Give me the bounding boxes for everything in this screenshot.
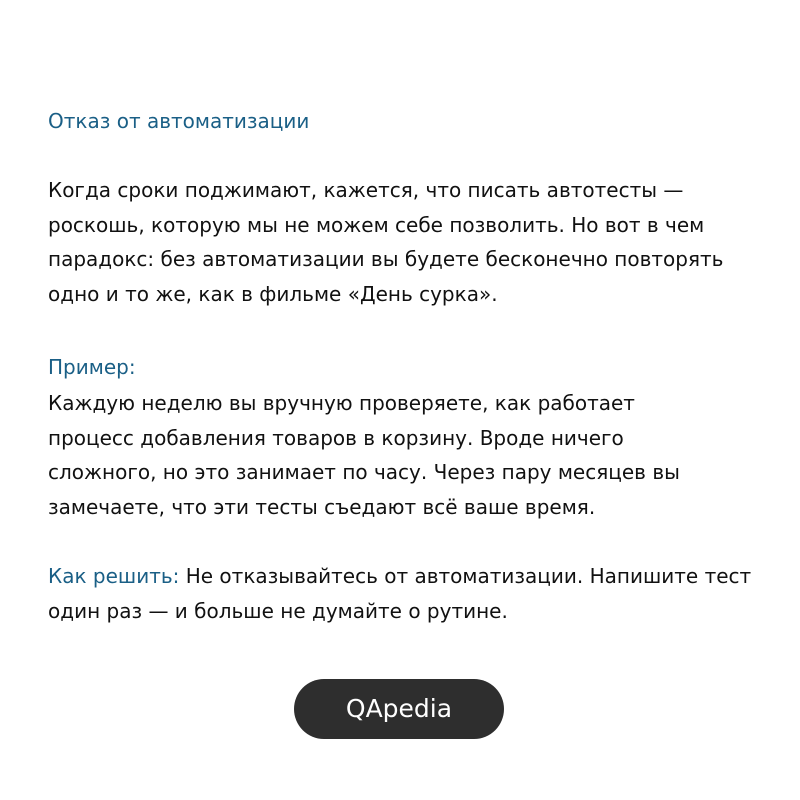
example-label: Пример: (48, 355, 136, 379)
intro-line: Когда сроки поджимают, кажется, что писать автотесты — (48, 178, 684, 202)
example-line: сложного, но это занимает по часу. Через пару месяцев вы (48, 460, 680, 484)
intro-paragraph (48, 173, 723, 311)
solution-line: один раз — и больше не думайте о рутине. (48, 598, 508, 623)
intro-line: роскошь, которую мы не можем себе позволить. Но вот в чем (48, 212, 705, 237)
example-paragraph (48, 386, 680, 524)
solution-label: Как решить: (48, 564, 180, 588)
solution-text: Не отказывайтесь от автоматизации. Напишите тест (179, 564, 752, 588)
example-line: процесс добавления товаров в корзину. Вроде ничего (48, 425, 624, 450)
solution-line (48, 559, 751, 594)
intro-line: одно и то же, как в фильме «День сурка». (48, 281, 498, 306)
example-line: Каждую неделю вы вручную проверяете, как работает (48, 391, 635, 415)
intro-line: парадокс: без автоматизации вы будете бесконечно повторять (48, 247, 724, 271)
section-heading: Отказ от автоматизации (48, 109, 310, 133)
solution-paragraph (48, 559, 751, 628)
brand-badge: QApedia (294, 679, 504, 739)
example-line: замечаете, что эти тесты съедают всё ваше время. (48, 494, 596, 519)
